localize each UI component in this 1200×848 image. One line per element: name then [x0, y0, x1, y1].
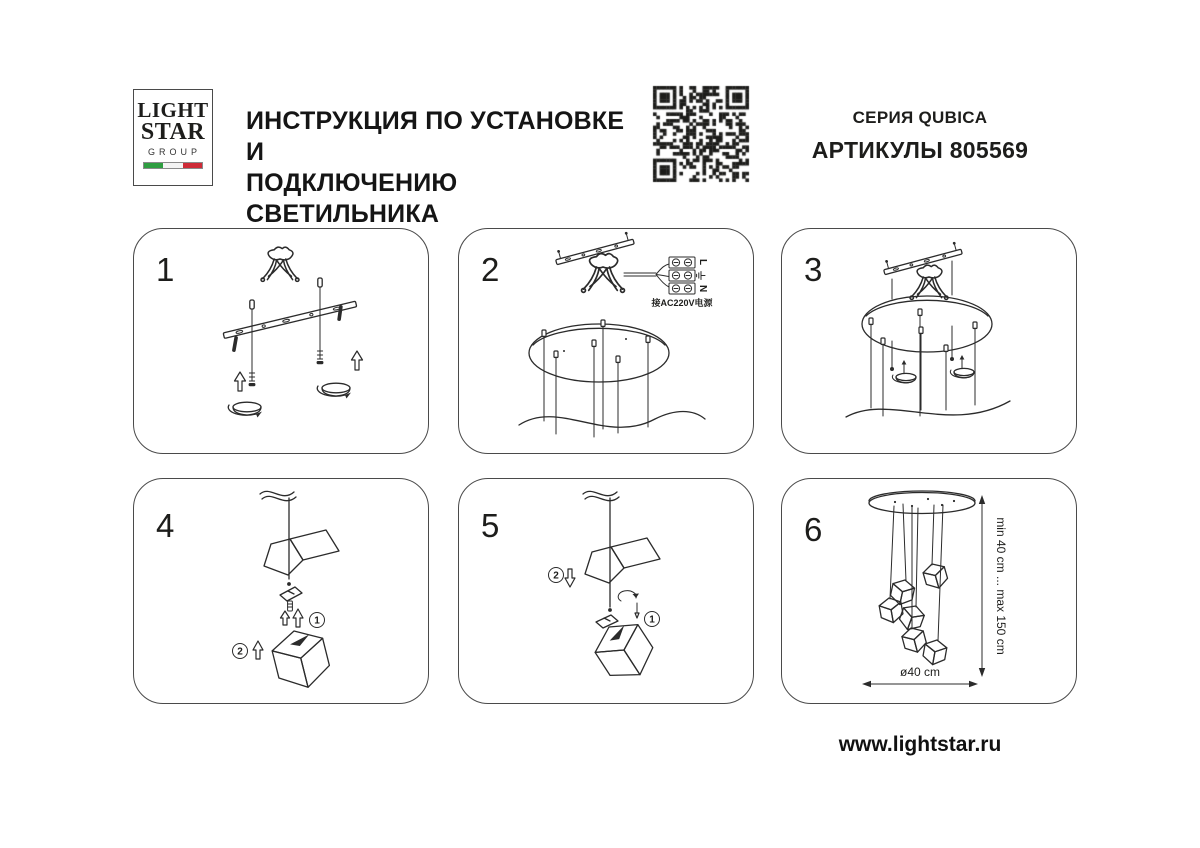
step-panel-2: [458, 228, 754, 454]
anchor-cup-right: [950, 355, 974, 378]
terminal-label-neutral: N: [697, 285, 708, 293]
screw-right: [317, 278, 324, 364]
step-1-badge: [645, 612, 660, 627]
step-2-badge: [233, 644, 248, 659]
diameter-dimension: [862, 665, 978, 687]
cube-shade: [269, 625, 333, 694]
arrow-down-icon: [565, 569, 575, 587]
bar-screw: [557, 250, 562, 259]
document-title: [246, 106, 646, 230]
step-1-drawing: [134, 229, 427, 452]
diameter-dimension-label: ø40 cm: [899, 665, 941, 679]
arrow-up-icon: [293, 609, 303, 627]
anchor-cup-left: [228, 402, 262, 417]
italian-flag-icon: [143, 162, 203, 169]
suspension-cords: [890, 504, 943, 641]
step-number: 6: [804, 511, 823, 548]
lightstar-logo: [133, 89, 213, 186]
step-3-drawing: [782, 229, 1075, 452]
ceiling-claw-icon: [261, 247, 299, 281]
step-number: 4: [156, 507, 175, 544]
shade-holder: [280, 587, 302, 611]
mounting-bar: [553, 231, 634, 265]
arrow-up-icon: [281, 611, 290, 625]
anchor-cup-left: [892, 360, 916, 383]
articles-label: АРТИКУЛЫ 805569: [811, 137, 1029, 163]
mounting-bar: [881, 241, 962, 275]
cube-shade: [921, 561, 949, 591]
step-panel-1: [133, 228, 429, 454]
svg-text:1: 1: [649, 614, 655, 626]
product-info: [795, 108, 1045, 164]
flag-red: [183, 163, 202, 168]
step-2-drawing: [459, 229, 752, 452]
adjuster-wire-left: [890, 341, 894, 371]
step-number: 1: [156, 251, 175, 288]
height-dimension-label: min 40 cm ... max 150 cm: [994, 517, 1008, 655]
svg-text:2: 2: [237, 646, 243, 658]
suspension-wires: [869, 309, 977, 416]
cord-stop: [608, 608, 612, 612]
screw-left: [249, 300, 256, 386]
terminal-label-line: L: [697, 259, 708, 266]
mounting-bar: [223, 301, 357, 338]
step-4-drawing: [134, 479, 427, 702]
screw-rotate-icon: [618, 591, 639, 618]
flag-white: [163, 163, 182, 168]
step-number: 2: [481, 251, 500, 288]
arrow-up-icon: [235, 372, 246, 391]
step-panel-6: [781, 478, 1077, 704]
expansion-plug-left: [232, 336, 238, 352]
logo-word-group: GROUP: [147, 147, 201, 157]
series-label: СЕРИЯ QUBICA: [852, 108, 988, 127]
power-cable: [624, 264, 669, 287]
cord-wave: [260, 491, 296, 500]
step-panel-3: [781, 228, 1077, 454]
cord-stop: [287, 582, 291, 586]
logo-word-light: LIGHT: [137, 98, 209, 122]
bar-screw: [885, 260, 890, 269]
power-note: 接AC220V电源: [651, 298, 713, 308]
arrow-up-icon: [352, 351, 363, 370]
folded-plate: [264, 530, 339, 575]
step-panel-4: [133, 478, 429, 704]
step-5-drawing: [459, 479, 752, 702]
height-dimension: [979, 495, 1008, 677]
qr-code: [651, 84, 752, 185]
step-number: 5: [481, 507, 500, 544]
ceiling-claw-icon: [582, 254, 625, 293]
step-6-drawing: [782, 479, 1075, 702]
title-line-2: ПОДКЛЮЧЕНИЮ СВЕТИЛЬНИКА: [246, 169, 458, 228]
ceiling-fabric-wave: [519, 412, 705, 428]
logo-word-star: STAR: [140, 119, 206, 145]
step-panel-5: [458, 478, 754, 704]
terminal-block: [650, 257, 713, 308]
website-url: www.lightstar.ru: [838, 733, 1002, 756]
flag-green: [144, 163, 163, 168]
bar-screw: [625, 232, 630, 241]
folded-plate: [585, 538, 660, 583]
step-2-badge: [549, 568, 564, 583]
step-1-badge: [310, 613, 325, 628]
adjuster-wire-right: [950, 326, 954, 361]
earth-ground-icon: [697, 272, 705, 280]
title-line-1: ИНСТРУКЦИЯ ПО УСТАНОВКЕ И: [246, 107, 625, 166]
canopy-disc: [869, 491, 975, 514]
ceiling-claw-icon: [910, 265, 948, 299]
svg-text:2: 2: [553, 570, 559, 582]
anchor-cup-right: [317, 383, 351, 398]
arrow-up-icon: [253, 641, 263, 659]
bar-screw: [953, 242, 958, 251]
step-number: 3: [804, 251, 823, 288]
cord-wave: [583, 491, 619, 500]
svg-text:1: 1: [314, 615, 320, 627]
